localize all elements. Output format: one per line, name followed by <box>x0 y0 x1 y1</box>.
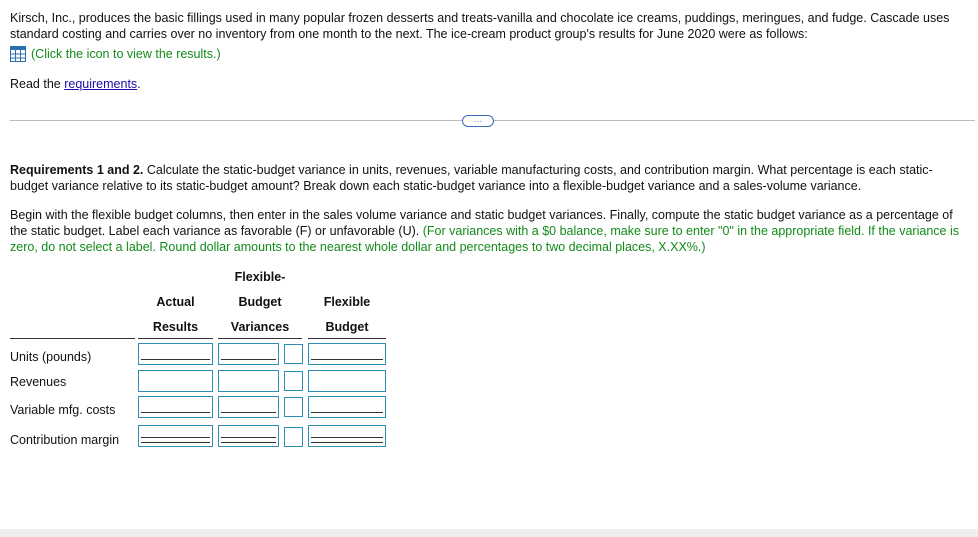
instructions-paragraph <box>10 207 965 255</box>
variance-contribution-margin-input[interactable] <box>218 425 279 447</box>
variance-revenues-label-select[interactable] <box>284 371 303 391</box>
table-grid-icon[interactable] <box>10 46 26 62</box>
row-label-variable-costs: Variable mfg. costs <box>10 403 116 417</box>
flexible-units-input[interactable] <box>308 343 386 365</box>
row-label-units: Units (pounds) <box>10 350 92 364</box>
flexible-contribution-margin-input[interactable] <box>308 425 386 447</box>
header-actual-line2: Results <box>152 320 199 334</box>
header-flexvar-line3: Variances <box>230 320 290 334</box>
actual-contribution-margin-input[interactable] <box>138 425 213 447</box>
header-rule-label-col <box>10 338 135 339</box>
header-flexvar-line2: Budget <box>238 295 282 309</box>
row-label-contribution-margin: Contribution margin <box>10 433 120 447</box>
variance-units-input[interactable] <box>218 343 279 365</box>
variance-revenues-input[interactable] <box>218 370 279 392</box>
requirements-paragraph <box>10 162 965 194</box>
read-suffix: . <box>137 77 141 91</box>
header-flex-line1: Flexible <box>323 295 371 309</box>
actual-variable-costs-input[interactable] <box>138 396 213 418</box>
more-dots-icon[interactable]: … <box>462 115 494 127</box>
instructions-text: Begin with the flexible budget columns, then enter in the sales volume variance and static budget variances. Finally, compute the static budget variance as a percentage of the static budget. Label each variance as favorable (F) or unfavorable (U). <box>10 208 953 238</box>
actual-revenues-input[interactable] <box>138 370 213 392</box>
variance-units-label-select[interactable] <box>284 344 303 364</box>
intro-paragraph: Kirsch, Inc., produces the basic fillings used in many popular frozen desserts and treats-vanilla and chocolate ice creams, puddings, meringues, and fudge. Cascade uses standard costing and carries over no inventory from one month to the next. The ice-cream product group's results for June 2020 were as follows: <box>10 11 950 41</box>
actual-units-input[interactable] <box>138 343 213 365</box>
header-flexvar-line1: Flexible- <box>234 270 286 284</box>
view-results-text[interactable]: (Click the icon to view the results.) <box>31 47 221 61</box>
variance-variable-costs-label-select[interactable] <box>284 397 303 417</box>
variance-contribution-margin-label-select[interactable] <box>284 427 303 447</box>
read-requirements-line <box>10 76 965 92</box>
view-results-link[interactable] <box>10 46 221 62</box>
page-footer-bar <box>0 529 978 537</box>
row-label-revenues: Revenues <box>10 375 67 389</box>
variance-variable-costs-input[interactable] <box>218 396 279 418</box>
requirements-heading: Requirements 1 and 2. <box>10 163 144 177</box>
header-rule-flexible <box>308 338 386 339</box>
header-flex-line2: Budget <box>325 320 369 334</box>
requirements-link[interactable]: requirements <box>64 77 138 91</box>
header-rule-actual <box>138 338 213 339</box>
flexible-revenues-input[interactable] <box>308 370 386 392</box>
header-actual-line1: Actual <box>156 295 195 309</box>
requirements-text: Calculate the static-budget variance in units, revenues, variable manufacturing costs, and contribution margin. What percentage is each static-budget variance relative to its static-budget amount? Break down each static-budget variance into a flexible-budget variance and a sales-volume variance. <box>10 163 933 193</box>
flexible-variable-costs-input[interactable] <box>308 396 386 418</box>
header-rule-variance <box>218 338 302 339</box>
read-prefix: Read the <box>10 77 65 91</box>
instructions-note: (For variances with a $0 balance, make sure to enter "0" in the appropriate field. If the variance is zero, do not select a label. Round dollar amounts to the nearest whole dollar and percentages to two decimal places, X.XX%.) <box>10 224 959 254</box>
